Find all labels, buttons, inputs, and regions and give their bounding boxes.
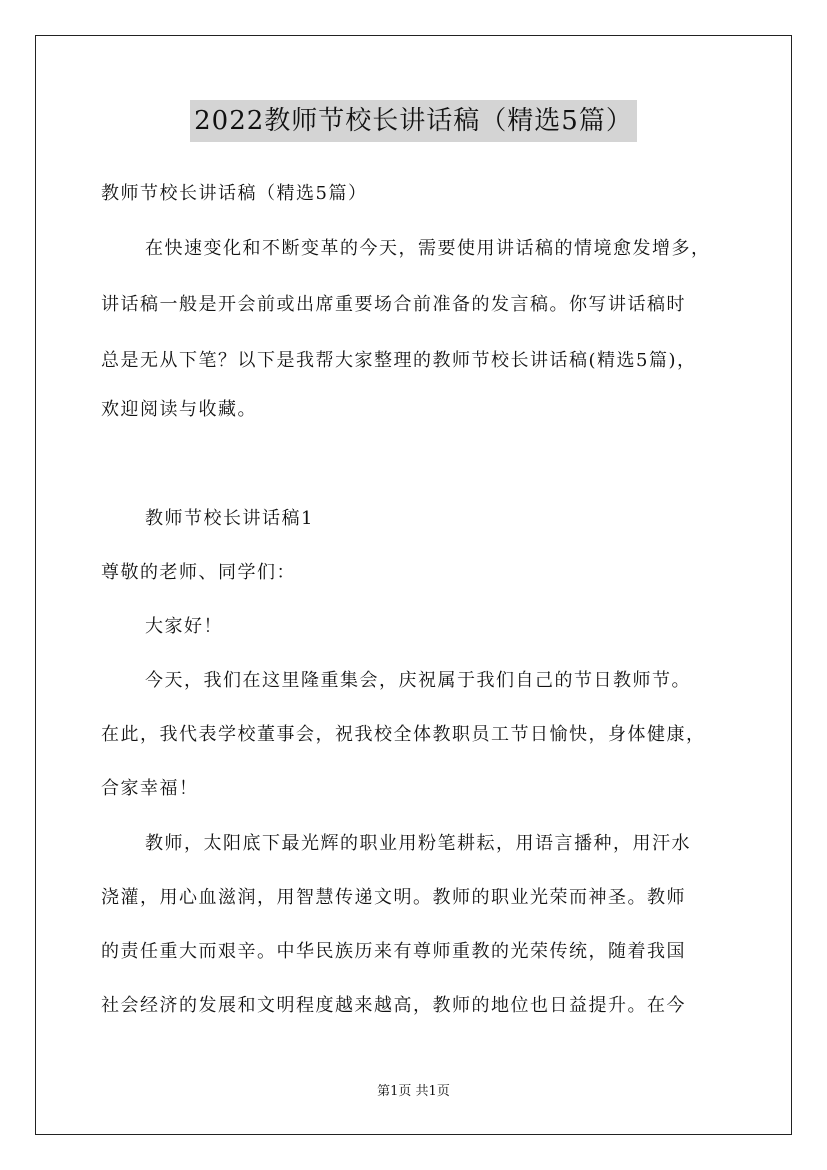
body-line-3: 合家幸福！ bbox=[101, 778, 199, 799]
intro-line-2: 讲话稿一般是开会前或出席重要场合前准备的发言稿。你写讲话稿时 bbox=[101, 294, 686, 315]
intro-line-3: 总是无从下笔？以下是我帮大家整理的教师节校长讲话稿(精选5篇)， bbox=[101, 350, 697, 371]
page-number: 第1页 共1页 bbox=[377, 1084, 450, 1099]
document-title: 2022教师节校长讲话稿（精选5篇） bbox=[190, 100, 637, 142]
intro-line-4: 欢迎阅读与收藏。 bbox=[101, 399, 257, 420]
body-line-7: 社会经济的发展和文明程度越来越高，教师的地位也日益提升。在今 bbox=[101, 995, 686, 1016]
title-container bbox=[0, 100, 827, 142]
body-line-5: 浇灌，用心血滋润，用智慧传递文明。教师的职业光荣而神圣。教师 bbox=[101, 887, 686, 908]
document-subtitle: 教师节校长讲话稿（精选5篇） bbox=[101, 183, 368, 204]
body-line-4: 教师，太阳底下最光辉的职业用粉笔耕耘，用语言播种，用汗水 bbox=[145, 833, 691, 854]
body-line-1: 今天，我们在这里隆重集会，庆祝属于我们自己的节日教师节。 bbox=[145, 670, 691, 691]
section-heading: 教师节校长讲话稿1 bbox=[145, 508, 314, 529]
body-line-2: 在此，我代表学校董事会，祝我校全体教职员工节日愉快，身体健康， bbox=[101, 724, 706, 745]
intro-line-1: 在快速变化和不断变革的今天，需要使用讲话稿的情境愈发增多， bbox=[145, 238, 711, 259]
salutation: 尊敬的老师、同学们： bbox=[101, 562, 296, 583]
greeting: 大家好！ bbox=[145, 616, 223, 637]
body-line-6: 的责任重大而艰辛。中华民族历来有尊师重教的光荣传统，随着我国 bbox=[101, 941, 686, 962]
